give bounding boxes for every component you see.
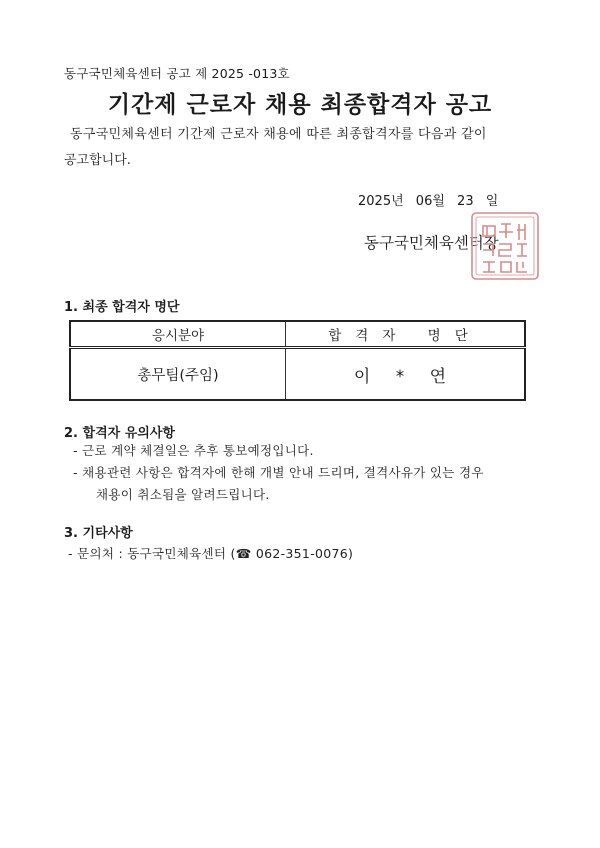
table-cell-candidate: 이 * 연 xyxy=(286,348,526,401)
final-candidates-table xyxy=(69,320,526,401)
date-year: 2025년 xyxy=(358,194,404,209)
announcement-date xyxy=(358,190,498,209)
contact-info: - 문의처 : 동구국민체육센터 (☎ 062-351-0076) xyxy=(68,546,354,561)
column-header-candidates: 합격자 명단 xyxy=(286,321,526,348)
table-row xyxy=(70,348,525,401)
notice-item-2-continued: 채용이 취소됨을 알려드립니다. xyxy=(96,487,270,502)
intro-line-2: 공고합니다. xyxy=(64,153,131,168)
intro-line-1: 동구국민체육센터 기간제 근로자 채용에 따른 최종합격자를 다음과 같이 xyxy=(70,127,487,142)
date-month: 06월 xyxy=(415,194,445,209)
section-2-heading: 2. 합격자 유의사항 xyxy=(64,426,175,441)
table-cell-field: 총무팀(주임) xyxy=(70,348,286,401)
section-1-heading: 1. 최종 합격자 명단 xyxy=(64,300,180,315)
intro-paragraph xyxy=(64,122,564,174)
document-number: 동구국민체육센터 공고 제 2025 -013호 xyxy=(64,66,290,81)
notice-item-2: - 채용관련 사항은 합격자에 한해 개별 안내 드리며, 결격사유가 있는 경우 xyxy=(73,465,484,480)
official-seal-stamp xyxy=(469,210,541,282)
table-header-row xyxy=(70,321,525,348)
column-header-field: 응시분야 xyxy=(70,321,286,348)
date-day: 23 일 xyxy=(457,194,499,209)
document-title: 기간제 근로자 채용 최종합격자 공고 xyxy=(107,92,493,118)
section-3-heading: 3. 기타사항 xyxy=(64,526,133,541)
issuer-name: 동구국민체육센터장 xyxy=(364,234,499,252)
notice-item-1: - 근로 계약 체결일은 추후 통보예정입니다. xyxy=(73,443,314,458)
